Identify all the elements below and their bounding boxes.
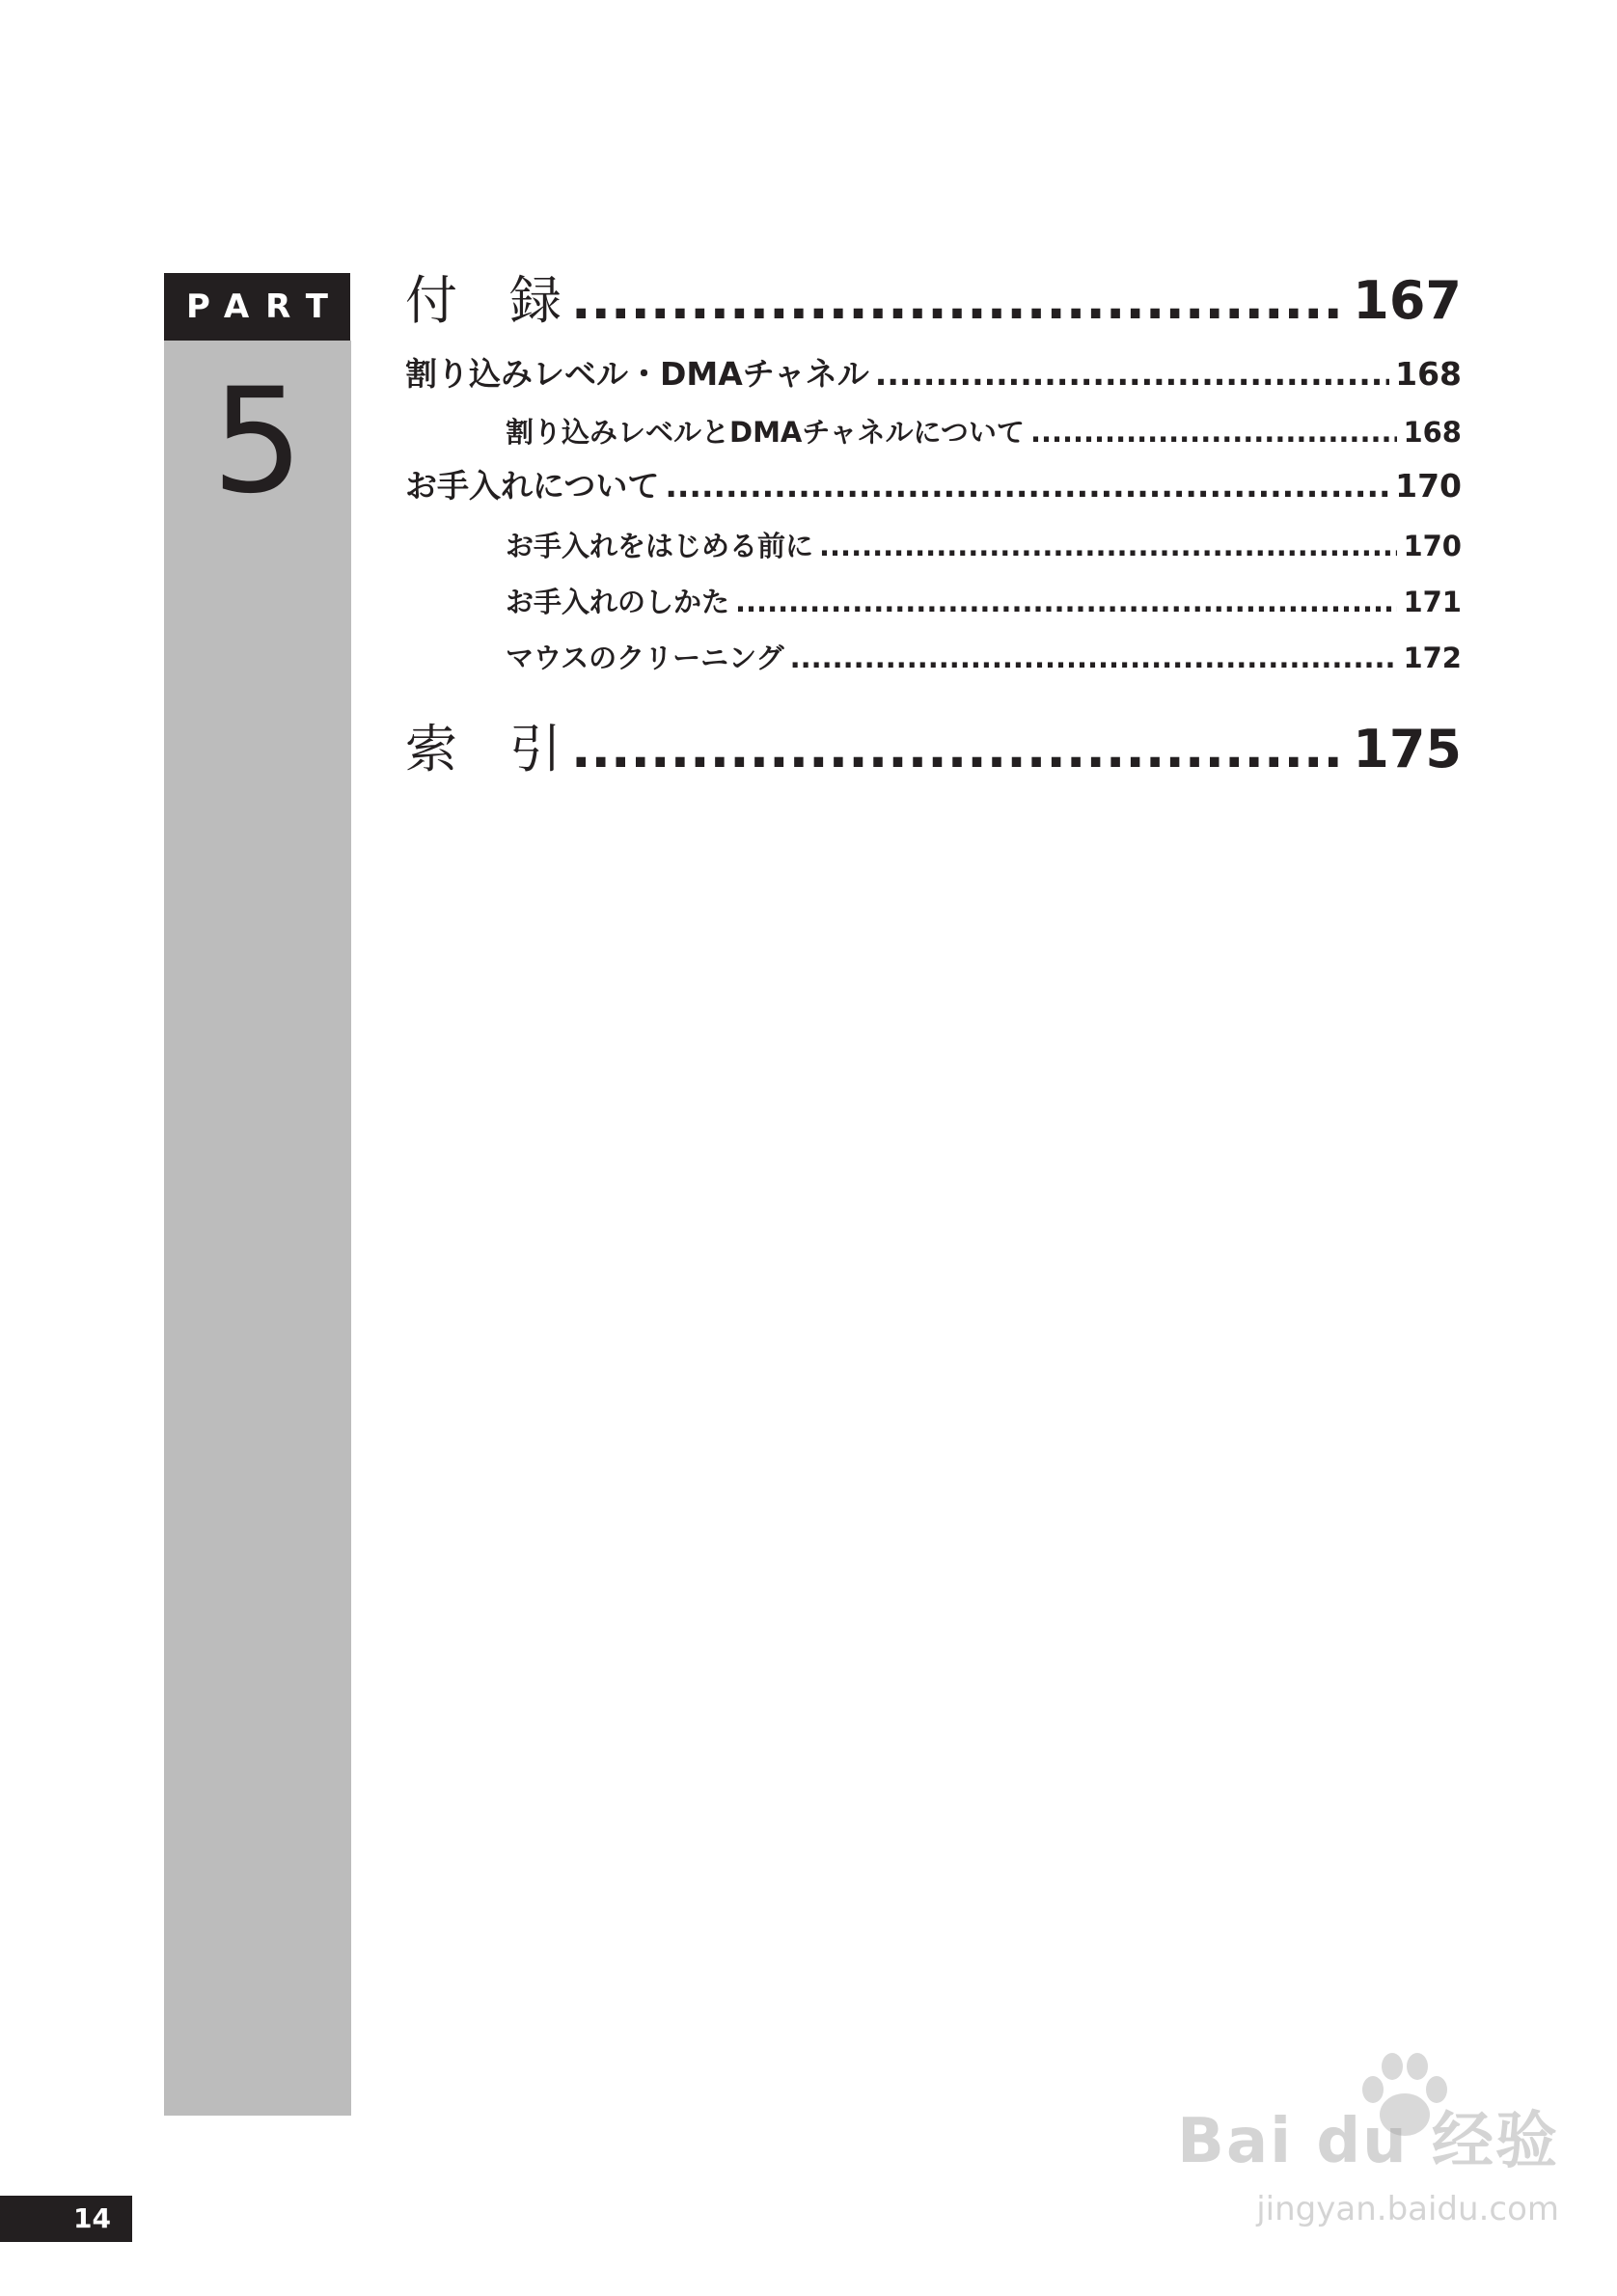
toc-entry-page: 175 <box>1353 719 1462 779</box>
toc-entry-title: 割り込みレベルとDMAチャネルについて <box>506 416 1025 449</box>
toc-entry-appendix[interactable] <box>405 270 1462 332</box>
toc-entry-how-to-maintain[interactable] <box>506 583 1462 621</box>
toc-entry-title: 割り込みレベル・DMAチャネル <box>405 355 869 393</box>
toc-leader-dots <box>735 583 1397 621</box>
toc-entry-irq-dma-about[interactable] <box>506 413 1462 451</box>
toc-entry-page: 170 <box>1403 530 1462 562</box>
toc-entry-title: お手入れのしかた <box>506 586 730 618</box>
toc-leader-dots <box>665 465 1389 507</box>
toc-entry-title: マウスのクリーニング <box>506 642 784 674</box>
toc-leader-dots <box>790 639 1398 677</box>
toc-entry-title: 付 録 <box>405 270 562 331</box>
toc-entry-page: 168 <box>1403 416 1462 449</box>
watermark-logo: Bai du 经验 <box>1177 2106 1559 2177</box>
toc-entry-page: 172 <box>1403 642 1462 674</box>
toc-entry-index[interactable] <box>405 719 1462 780</box>
toc-entry-title: 索 引 <box>405 719 562 779</box>
toc-leader-dots <box>819 527 1397 565</box>
part-number: 5 <box>211 358 304 526</box>
toc-leader-dots <box>1030 413 1398 451</box>
baidu-watermark <box>1154 2045 1559 2238</box>
toc-entry-irq-dma[interactable] <box>405 353 1462 396</box>
toc-entry-page: 170 <box>1395 467 1462 505</box>
toc-entry-page: 168 <box>1395 355 1462 393</box>
toc-entry-title: お手入れをはじめる前に <box>506 530 814 562</box>
watermark-url: jingyan.baidu.com <box>1256 2190 1559 2228</box>
toc-leader-dots <box>875 353 1389 396</box>
toc-entry-page: 167 <box>1353 270 1462 331</box>
toc-entry-page: 171 <box>1403 586 1462 618</box>
toc-leader-dots <box>571 270 1343 332</box>
part-sidebar-bar <box>164 341 351 2116</box>
toc-entry-before-maintenance[interactable] <box>506 527 1462 565</box>
toc-leader-dots <box>571 719 1343 780</box>
toc-entry-mouse-cleaning[interactable] <box>506 639 1462 677</box>
part-label: PART <box>164 273 350 341</box>
toc-entry-maintenance[interactable] <box>405 465 1462 507</box>
page-number: 14 <box>0 2196 132 2242</box>
toc-entry-title: お手入れについて <box>405 467 660 505</box>
